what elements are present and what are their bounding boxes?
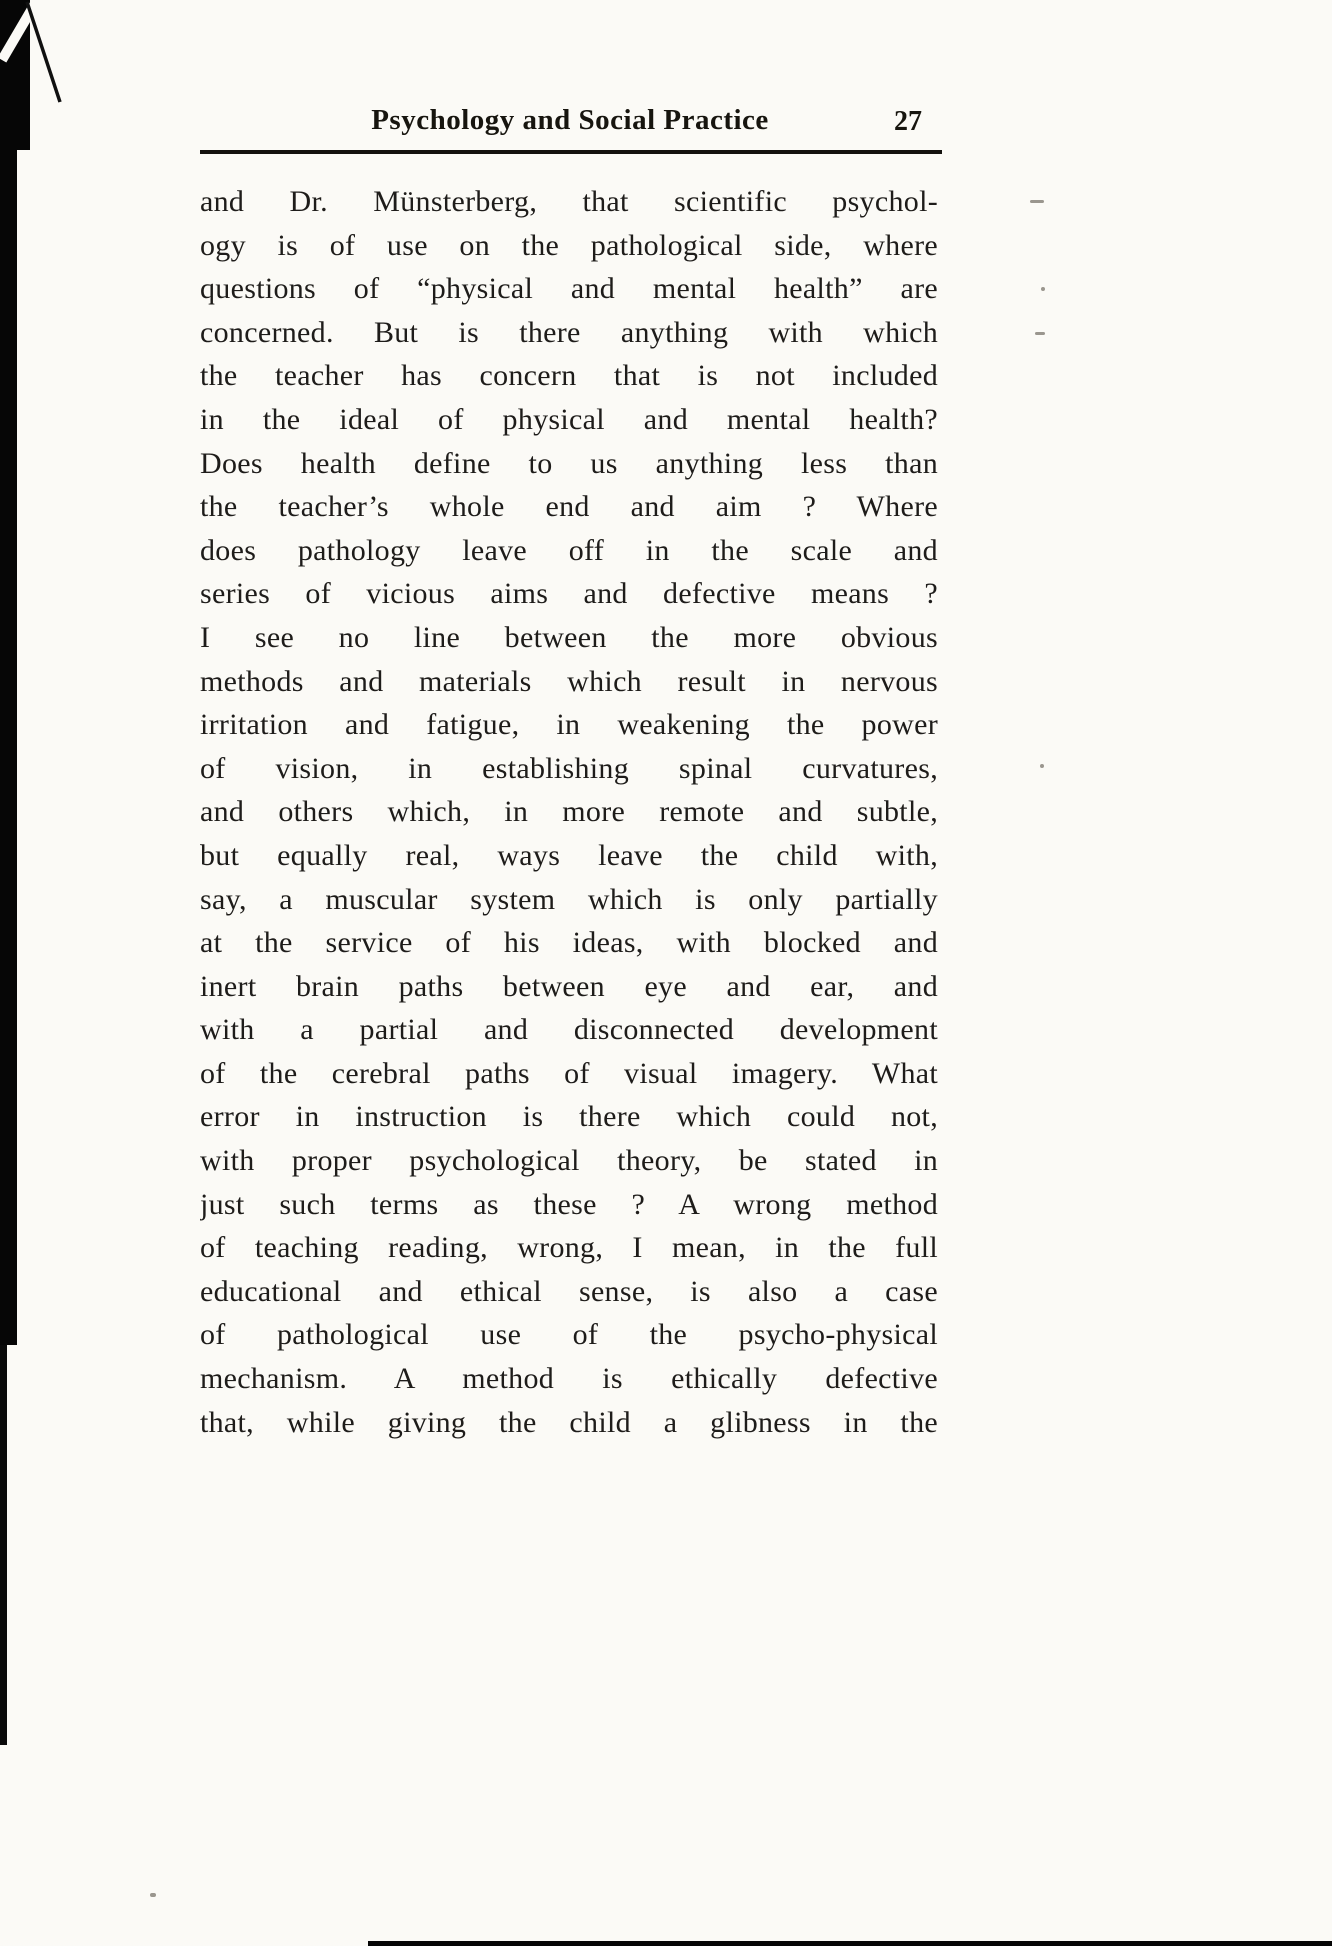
text-line: of the cerebral paths of visual imagery. What: [200, 1056, 938, 1090]
text-line: and Dr. Münsterberg, that scientific psychol-: [200, 185, 938, 218]
text-line: error in instruction is there which could not,: [200, 1100, 938, 1134]
text-line: and others which, in more remote and subtle,: [200, 795, 938, 829]
page-header: [200, 104, 940, 146]
text-line: series of vicious aims and defective means ?: [200, 577, 938, 611]
text-line: but equally real, ways leave the child with,: [200, 838, 938, 872]
binding-shadow-tail-artifact: [0, 1345, 7, 1745]
text-line: concerned. But is there anything with which: [200, 315, 938, 349]
scan-speck: [1030, 200, 1044, 203]
text-line: does pathology leave off in the scale and: [200, 533, 938, 567]
text-line: Does health define to us anything less than: [200, 446, 938, 480]
text-line: that, while giving the child a glibness in the: [200, 1405, 938, 1439]
text-line: educational and ethical sense, is also a case: [200, 1274, 938, 1308]
text-line: I see no line between the more obvious: [200, 620, 938, 654]
scan-speck: [1035, 332, 1045, 335]
text-line: ogy is of use on the pathological side, where: [200, 228, 938, 262]
running-title: Psychology and Social Practice: [371, 104, 769, 136]
text-line: of vision, in establishing spinal curvatures,: [200, 751, 938, 785]
binding-shadow-artifact: [0, 0, 17, 1345]
text-line: of teaching reading, wrong, I mean, in the full: [200, 1231, 938, 1265]
page-number: 27: [894, 106, 922, 137]
text-line: just such terms as these ? A wrong method: [200, 1187, 938, 1221]
text-line: in the ideal of physical and mental health?: [200, 402, 938, 436]
text-line: at the service of his ideas, with blocked and: [200, 926, 938, 960]
text-line: of pathological use of the psycho-physical: [200, 1318, 938, 1352]
scan-speck: [1041, 287, 1045, 291]
text-line: the teacher’s whole end and aim ? Where: [200, 490, 938, 524]
bottom-edge-artifact: [368, 1941, 1332, 1946]
body-text: [200, 180, 938, 1444]
text-line: with proper psychological theory, be stated in: [200, 1144, 938, 1178]
text-line: irritation and fatigue, in weakening the power: [200, 708, 938, 742]
text-line: questions of “physical and mental health” are: [200, 272, 938, 306]
scan-speck: [150, 1893, 156, 1897]
text-line: say, a muscular system which is only partially: [200, 882, 938, 916]
text-line: inert brain paths between eye and ear, and: [200, 969, 938, 1003]
header-rule: [200, 150, 942, 154]
text-line: the teacher has concern that is not included: [200, 359, 938, 393]
pen-mark-artifact: [0, 0, 110, 120]
text-line: mechanism. A method is ethically defective: [200, 1362, 938, 1396]
text-line: methods and materials which result in nervous: [200, 664, 938, 698]
text-line: with a partial and disconnected development: [200, 1013, 938, 1047]
scan-speck: [1040, 764, 1044, 768]
